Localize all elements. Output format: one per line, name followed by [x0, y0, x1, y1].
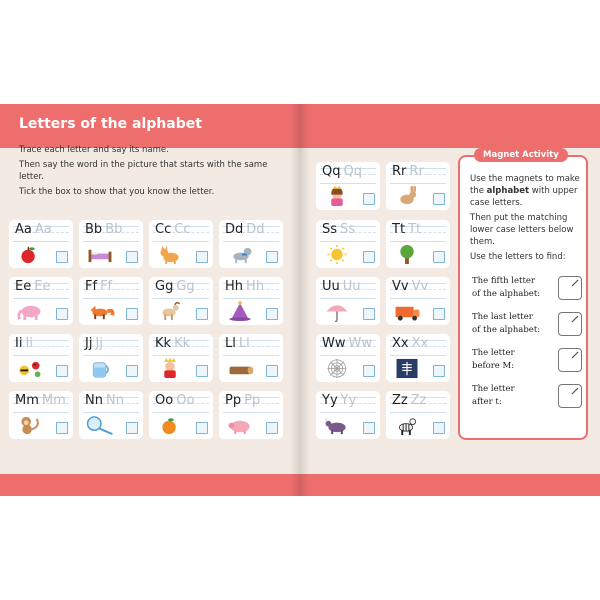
letter-trace[interactable]: K — [174, 336, 183, 351]
tick-box[interactable] — [433, 308, 445, 320]
book-gutter — [290, 104, 310, 496]
letter-trace-lower[interactable]: u — [352, 279, 361, 294]
tick-box[interactable] — [363, 422, 375, 434]
letter-trace[interactable]: O — [176, 393, 187, 408]
tick-box[interactable] — [126, 365, 138, 377]
tick-box[interactable] — [433, 422, 445, 434]
instruction-tick: Tick the box to show that you know the letter. — [19, 187, 215, 197]
tick-box[interactable] — [126, 251, 138, 263]
cat-icon — [155, 244, 185, 265]
letter-trace-lower[interactable]: n — [115, 393, 124, 408]
letter-trace-lower[interactable]: c — [183, 222, 191, 237]
letter-trace-lower[interactable]: w — [361, 336, 372, 351]
letter-trace[interactable]: B — [105, 222, 115, 237]
hat-icon — [225, 301, 255, 322]
tick-box[interactable] — [266, 365, 278, 377]
letter-solid: D — [225, 222, 236, 237]
letter-trace[interactable]: G — [176, 279, 187, 294]
letter-solid-lower: e — [23, 279, 32, 294]
letter-pair — [322, 164, 362, 179]
letter-card-q — [316, 162, 380, 210]
letter-trace[interactable]: F — [100, 279, 108, 294]
letter-solid: B — [85, 222, 94, 237]
letter-card-t — [386, 220, 450, 268]
letter-pair — [322, 336, 372, 351]
letter-solid: W — [322, 336, 335, 351]
log-icon — [225, 358, 255, 379]
letter-pair — [225, 279, 264, 294]
letter-solid: K — [155, 336, 164, 351]
letter-pair — [15, 393, 66, 408]
question-3 — [472, 347, 552, 373]
letter-solid: F — [85, 279, 93, 294]
letter-trace-lower[interactable]: o — [186, 393, 195, 408]
letter-card-k — [149, 334, 213, 382]
tick-box[interactable] — [363, 365, 375, 377]
letter-card-s — [316, 220, 380, 268]
page-title: Letters of the alphabet — [19, 116, 202, 132]
letter-solid-lower: l — [232, 336, 236, 351]
letter-solid-lower: n — [94, 393, 103, 408]
letter-solid-lower: y — [329, 393, 338, 408]
letter-solid-lower: c — [164, 222, 172, 237]
question-1 — [472, 275, 552, 301]
letter-card-a — [9, 220, 73, 268]
letter-solid: X — [392, 336, 401, 351]
zebra-icon — [392, 415, 422, 436]
letter-solid: E — [15, 279, 24, 294]
letter-trace-lower[interactable]: f — [107, 279, 113, 294]
queen-icon — [322, 186, 352, 207]
letter-card-u — [316, 277, 380, 325]
letter-card-n — [79, 391, 143, 439]
letter-trace-lower[interactable]: t — [416, 222, 422, 237]
tick-box[interactable] — [56, 365, 68, 377]
letter-solid-lower: v — [400, 279, 409, 294]
letter-pair — [392, 279, 428, 294]
answer-box-3[interactable] — [558, 348, 582, 372]
letter-solid: V — [392, 279, 401, 294]
question-line-1: The last letter — [472, 312, 533, 322]
letter-pair — [225, 393, 260, 408]
question-2 — [472, 311, 552, 337]
letter-solid-lower: g — [165, 279, 174, 294]
letter-solid: R — [392, 164, 402, 179]
letter-card-w — [316, 334, 380, 382]
letter-solid-lower: k — [163, 336, 172, 351]
letter-solid-lower: j — [88, 336, 93, 351]
letter-solid: Q — [322, 164, 333, 179]
letter-solid-lower: q — [332, 164, 341, 179]
letter-solid: O — [155, 393, 166, 408]
letter-trace-lower[interactable]: l — [246, 336, 250, 351]
letter-card-p — [219, 391, 283, 439]
letter-card-h — [219, 277, 283, 325]
letter-solid-lower: u — [331, 279, 340, 294]
letter-pair — [322, 222, 355, 237]
pencil-icon — [571, 315, 579, 323]
letter-trace[interactable]: X — [411, 336, 421, 351]
letter-trace-lower[interactable]: g — [186, 279, 195, 294]
letter-pair — [155, 222, 190, 237]
letter-solid: I — [15, 336, 19, 351]
yak-icon — [322, 415, 352, 436]
tick-box[interactable] — [266, 308, 278, 320]
magnet-match: Then put the matching lower case letters below them. — [470, 213, 574, 247]
sun-icon — [322, 244, 352, 265]
letter-trace[interactable]: R — [409, 164, 419, 179]
letter-solid-lower: b — [93, 222, 103, 237]
letter-card-v — [386, 277, 450, 325]
instructions — [19, 144, 279, 201]
tick-box[interactable] — [363, 251, 375, 263]
letter-trace[interactable]: J — [95, 336, 100, 351]
letter-solid: U — [322, 279, 332, 294]
elephant-icon — [15, 301, 45, 322]
tick-box[interactable] — [196, 308, 208, 320]
letter-pair — [15, 279, 50, 294]
letter-pair — [155, 393, 194, 408]
letter-solid-lower: s — [330, 222, 338, 237]
letter-pair — [15, 336, 33, 351]
letter-trace-lower[interactable]: r — [418, 164, 424, 179]
letter-solid-lower: z — [400, 393, 408, 408]
letter-pair — [392, 336, 428, 351]
tick-box[interactable] — [363, 193, 375, 205]
letter-solid: C — [155, 222, 165, 237]
letter-card-b — [79, 220, 143, 268]
letter-card-y — [316, 391, 380, 439]
question-line-2: of the alphabet: — [472, 325, 541, 335]
letter-trace[interactable]: W — [348, 336, 362, 351]
letter-trace[interactable]: E — [34, 279, 43, 294]
question-4 — [472, 383, 552, 409]
letter-solid: N — [85, 393, 95, 408]
tick-box[interactable] — [126, 308, 138, 320]
pig-icon — [225, 415, 255, 436]
letter-card-m — [9, 391, 73, 439]
letter-solid-lower: i — [18, 336, 23, 351]
dog-icon — [225, 244, 255, 265]
tree-icon — [392, 244, 422, 265]
letter-trace[interactable]: L — [238, 336, 247, 351]
letter-trace[interactable]: V — [411, 279, 421, 294]
letter-trace-lower[interactable]: y — [348, 393, 357, 408]
letter-solid-lower: w — [334, 336, 346, 351]
letter-trace[interactable]: S — [340, 222, 349, 237]
magnet-find: Use the letters to find: — [470, 252, 566, 262]
magnet-instructions — [470, 173, 582, 266]
web-icon — [322, 358, 352, 379]
tick-box[interactable] — [196, 422, 208, 434]
letter-pair — [322, 279, 361, 294]
tick-box[interactable] — [196, 365, 208, 377]
letter-card-f — [79, 277, 143, 325]
letter-solid-lower: m — [26, 393, 39, 408]
letter-solid: Z — [392, 393, 401, 408]
letter-pair — [392, 222, 421, 237]
letter-trace[interactable]: A — [34, 222, 44, 237]
letter-solid: M — [15, 393, 27, 408]
letter-trace-lower[interactable]: v — [420, 279, 429, 294]
letter-pair — [322, 393, 356, 408]
letter-pair — [225, 336, 250, 351]
letter-solid: S — [322, 222, 331, 237]
letter-card-d — [219, 220, 283, 268]
letter-pair — [155, 336, 190, 351]
tick-box[interactable] — [56, 308, 68, 320]
letter-trace-lower[interactable]: h — [255, 279, 265, 294]
letter-trace[interactable]: U — [342, 279, 353, 294]
magnet-activity-panel — [458, 150, 588, 440]
question-line-1: The fifth letter — [472, 276, 535, 286]
letter-trace-lower[interactable]: d — [256, 222, 265, 237]
letter-trace-lower[interactable]: e — [42, 279, 51, 294]
king-icon — [155, 358, 185, 379]
letter-solid-lower: t — [399, 222, 406, 237]
letter-card-j — [79, 334, 143, 382]
question-line-2: of the alphabet: — [472, 289, 541, 299]
tick-box[interactable] — [363, 308, 375, 320]
letter-trace[interactable]: T — [408, 222, 417, 237]
answer-box-4[interactable] — [558, 384, 582, 408]
magnet-activity-badge: Magnet Activity — [474, 148, 568, 162]
letter-pair — [392, 393, 426, 408]
letter-trace-lower[interactable]: q — [353, 164, 362, 179]
question-line-2: before M: — [472, 361, 515, 371]
pencil-icon — [571, 351, 579, 359]
x-ray-icon — [392, 358, 422, 379]
letter-card-i — [9, 334, 73, 382]
goat-icon — [155, 301, 185, 322]
letter-trace-lower[interactable]: p — [251, 393, 261, 408]
letter-trace[interactable]: C — [174, 222, 184, 237]
rabbit-icon — [392, 186, 422, 207]
tick-box[interactable] — [196, 251, 208, 263]
letter-solid: Y — [322, 393, 330, 408]
letter-card-g — [149, 277, 213, 325]
letter-solid: H — [225, 279, 235, 294]
pencil-icon — [571, 279, 579, 287]
pencil-icon — [571, 387, 579, 395]
letter-solid-lower: h — [234, 279, 244, 294]
letter-card-e — [9, 277, 73, 325]
question-line-2: after t: — [472, 397, 502, 407]
jug-icon — [85, 358, 115, 379]
letter-trace[interactable]: Q — [343, 164, 354, 179]
tick-box[interactable] — [433, 365, 445, 377]
letter-card-r — [386, 162, 450, 210]
letter-solid-lower: r — [401, 164, 407, 179]
letter-solid-lower: p — [232, 393, 242, 408]
letter-solid: T — [392, 222, 400, 237]
letter-pair — [85, 336, 103, 351]
letter-pair — [85, 393, 124, 408]
letter-solid-lower: f — [92, 279, 98, 294]
letter-trace-lower[interactable]: j — [99, 336, 103, 351]
umbrella-icon — [322, 301, 352, 322]
answer-box-2[interactable] — [558, 312, 582, 336]
apple-icon — [15, 244, 45, 265]
tick-box[interactable] — [56, 422, 68, 434]
instruction-trace: Trace each letter and say its name. — [19, 145, 169, 155]
letter-solid: G — [155, 279, 166, 294]
letter-pair — [392, 164, 424, 179]
letter-card-x — [386, 334, 450, 382]
letter-trace[interactable]: M — [41, 393, 54, 408]
letter-card-l — [219, 334, 283, 382]
letter-trace-lower[interactable]: m — [53, 393, 66, 408]
net-icon — [85, 415, 115, 436]
letter-solid: A — [15, 222, 24, 237]
tick-box[interactable] — [56, 251, 68, 263]
question-line-1: The letter — [472, 384, 515, 394]
orange-icon — [155, 415, 185, 436]
insects-icon — [15, 358, 45, 379]
letter-solid-lower: x — [400, 336, 409, 351]
bed-icon — [85, 244, 115, 265]
letter-card-o — [149, 391, 213, 439]
letter-trace[interactable]: Y — [340, 393, 349, 408]
letter-solid: L — [225, 336, 233, 351]
letter-pair — [15, 222, 52, 237]
monkey-icon — [15, 415, 45, 436]
letter-solid: J — [85, 336, 89, 351]
tick-box[interactable] — [266, 422, 278, 434]
letter-trace[interactable]: Z — [410, 393, 420, 408]
letter-trace[interactable]: H — [246, 279, 256, 294]
letter-trace[interactable]: N — [105, 393, 116, 408]
letter-card-c — [149, 220, 213, 268]
answer-box-1[interactable] — [558, 276, 582, 300]
letter-trace-lower[interactable]: s — [348, 222, 356, 237]
letter-trace[interactable]: D — [246, 222, 257, 237]
tick-box[interactable] — [266, 251, 278, 263]
magnet-intro: Use the magnets to make the alphabet with upper case letters. — [470, 174, 580, 208]
letter-card-z — [386, 391, 450, 439]
letter-trace-lower[interactable]: b — [114, 222, 123, 237]
tick-box[interactable] — [433, 193, 445, 205]
letter-trace-lower[interactable]: k — [182, 336, 191, 351]
letter-pair — [85, 279, 112, 294]
tick-box[interactable] — [433, 251, 445, 263]
letter-pair — [85, 222, 122, 237]
van-icon — [392, 301, 422, 322]
instruction-say-word: Then say the word in the picture that starts with the same letter. — [19, 160, 268, 182]
letter-trace-lower[interactable]: a — [43, 222, 52, 237]
letter-trace-lower[interactable]: z — [419, 393, 427, 408]
letter-solid-lower: d — [235, 222, 244, 237]
tick-box[interactable] — [126, 422, 138, 434]
letter-trace-lower[interactable]: i — [29, 336, 33, 351]
question-line-1: The letter — [472, 348, 515, 358]
letter-pair — [225, 222, 265, 237]
letter-trace[interactable]: P — [244, 393, 252, 408]
letter-solid-lower: a — [23, 222, 32, 237]
letter-trace[interactable]: I — [25, 336, 30, 351]
letter-solid-lower: o — [165, 393, 174, 408]
letter-solid: P — [225, 393, 233, 408]
letter-trace-lower[interactable]: x — [420, 336, 429, 351]
fox-icon — [85, 301, 115, 322]
letter-pair — [155, 279, 195, 294]
